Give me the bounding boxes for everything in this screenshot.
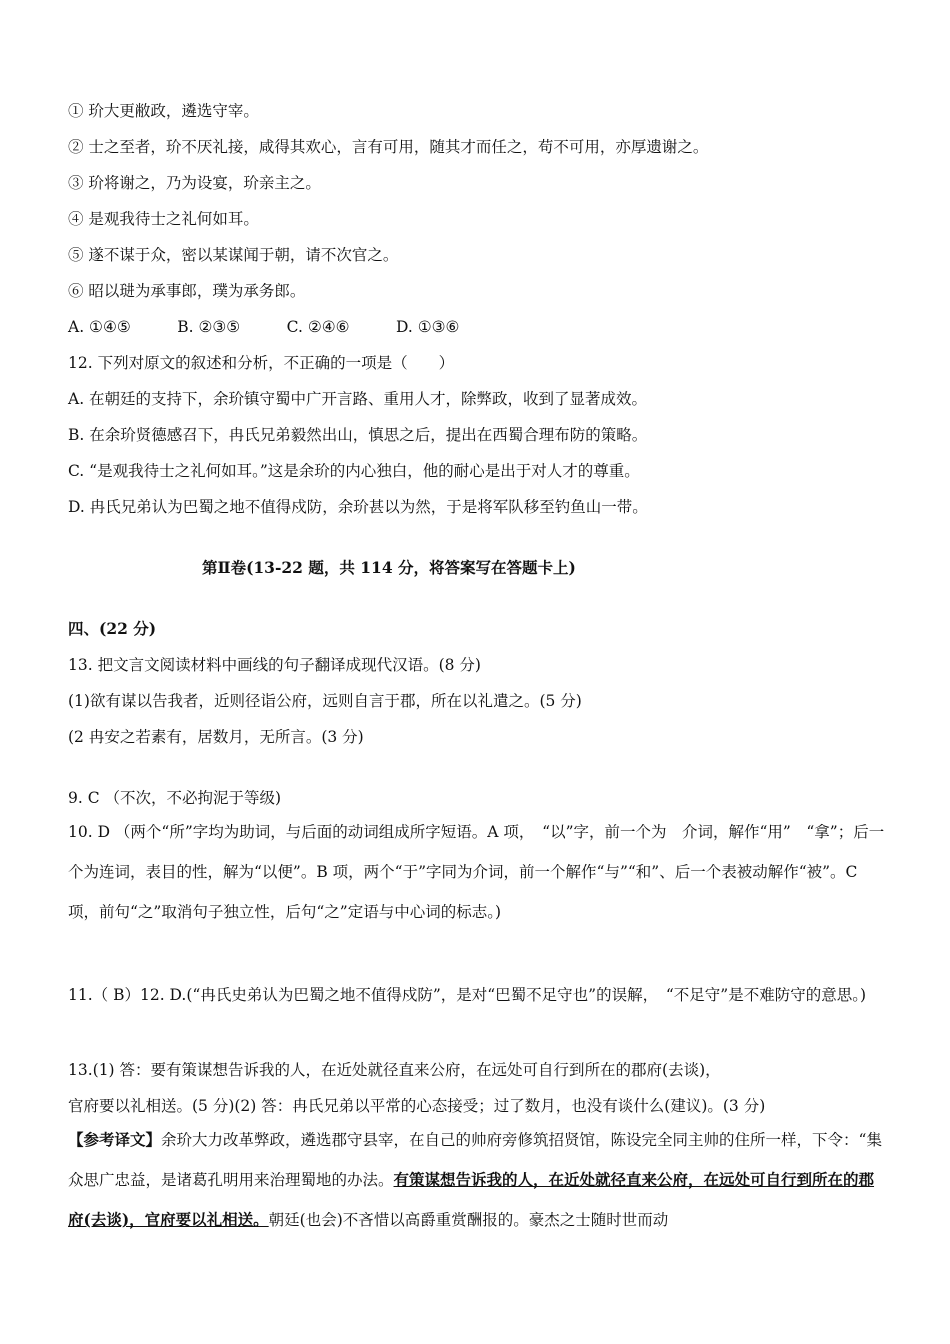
reference-text-1: 余玠大力改革弊政，遴选郡守县宰，在自己的帅府旁修筑招贤馆，陈设完全同主帅的住所一样，下令：“集众思广忠益，是诸葛孔明用来治理蜀地的办法。 [68,1131,882,1189]
answer-9: 9. C （不次，不必拘泥于等级) [68,789,282,807]
q11-option-3: ③ 玠将谢之，乃为设宴，玠亲主之。 [68,174,321,192]
q12-option-a: A. 在朝廷的支持下，余玠镇守蜀中广开言路、重用人才，除弊政，收到了显著成效。 [68,390,648,408]
answer-10: 10. D （两个“所”字均为助词，与后面的动词组成所字短语。A 项， “以”字，前一个为 介词，解作“用” “拿”；后一个为连词，表目的性，解为“以便”。B 项，两个“于”字同为介词，前一个解作“与”“和”、后一个表被动解作“被”。C 项，前句“之”取消句子独立性，后句“之”定语与中心词的标志。) [68,823,885,921]
section-2-title: 第Ⅱ卷(13-22 题，共 114 分，将答案写在答题卡上) [202,558,576,577]
answer-13-part-1: 13.(1) 答：要有策谋想告诉我的人，在近处就径直来公府，在远处可自行到所在的郡府(去谈)， [68,1061,721,1079]
part-4-title: 四、(22 分) [68,619,157,638]
reference-translation [68,1120,888,1240]
reference-underlined-sentence: 有策谋想告诉我的人，在近处就径直来公府，在远处可自行到所在的郡府(去谈)，官府要以礼相送。 [68,1170,875,1229]
q11-option-1: ① 玠大更敝政，遴选守宰。 [68,102,259,120]
answer-13-part-2: 官府要以礼相送。(5 分)(2) 答：冉氏兄弟以平常的心态接受；过了数月，也没有谈什么(建议)。(3 分) [68,1097,766,1115]
q11-option-4: ④ 是观我待士之礼何如耳。 [68,210,259,228]
q13-stem: 13. 把文言文阅读材料中画线的句子翻译成现代汉语。(8 分) [68,656,481,674]
q12-option-b: B. 在余玠贤德感召下，冉氏兄弟毅然出山，慎思之后，提出在西蜀合理布防的策略。 [68,426,648,444]
reference-label: 【参考译文】 [68,1130,162,1149]
q11-option-6: ⑥ 昭以琎为承事郎，璞为承务郎。 [68,282,306,300]
q12-option-c: C. “是观我待士之礼何如耳。”这是余玠的内心独白，他的耐心是出于对人才的尊重。 [68,462,640,480]
q13-sentence-1: (1)欲有谋以告我者，近则径诣公府，远则自言于郡，所在以礼遣之。(5 分) [68,692,582,710]
q11-option-5: ⑤ 遂不谋于众，密以某谋闻于朝，请不次官之。 [68,246,399,264]
q11-option-2: ② 士之至者，玠不厌礼接，咸得其欢心，言有可用，随其才而任之，苟不可用，亦厚遗谢之。 [68,138,709,156]
q11-choices: A. ①④⑤ B. ②③⑤ C. ②④⑥ D. ①③⑥ [68,318,460,336]
q12-stem: 12. 下列对原文的叙述和分析，不正确的一项是（ ） [68,354,455,372]
q12-option-d: D. 冉氏兄弟认为巴蜀之地不值得戍防，余玠甚以为然，于是将军队移至钓鱼山一带。 [68,498,648,516]
q13-sentence-2: (2 冉安之若素有，居数月，无所言。(3 分) [68,728,364,746]
reference-text-2: 朝廷(也会)不吝惜以高爵重赏酬报的。豪杰之士随时世而动 [268,1211,669,1229]
answer-11-12: 11.（ B）12. D.(“冉氏史弟认为巴蜀之地不值得戍防”，是对“巴蜀不足守也”的误解， “不足守”是不难防守的意思。) [68,986,866,1004]
